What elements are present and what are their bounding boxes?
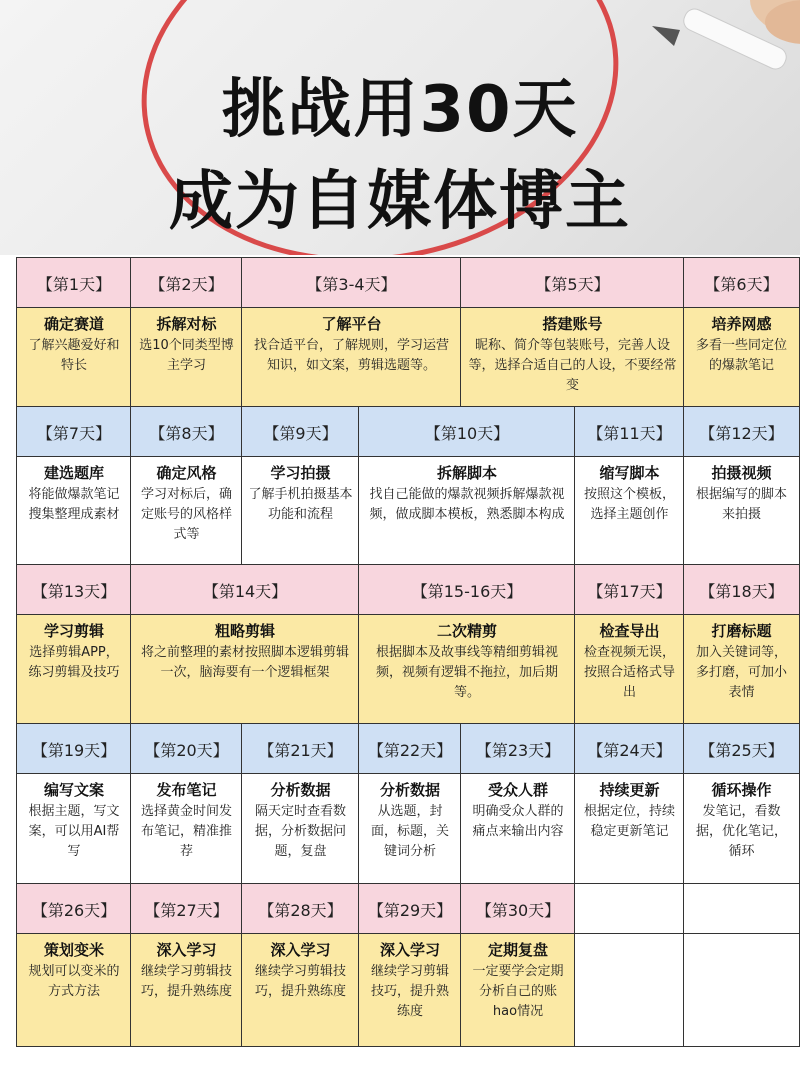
empty-cell: [683, 933, 800, 1047]
title-line-2: 成为自媒体博主: [169, 165, 631, 239]
task-cell: [130, 456, 243, 566]
task-title: 培养网感: [711, 315, 772, 333]
task-title: 分析数据: [379, 781, 440, 799]
task-title: 编写文案: [43, 781, 104, 799]
task-cell: [16, 614, 132, 725]
day-label: 【第12天】: [683, 406, 800, 458]
task-title: 发布笔记: [156, 781, 217, 799]
task-cell: [574, 456, 685, 566]
task-desc: 发笔记，看数据，优化笔记，循环: [695, 804, 787, 859]
day-label: 【第18天】: [683, 564, 800, 616]
task-cell: [16, 307, 132, 408]
task-cell: [358, 614, 576, 725]
task-cell: [683, 456, 800, 566]
header-banner: [0, 0, 800, 255]
task-desc: 检查视频无误，按照合适格式导出: [583, 645, 675, 700]
day-label: 【第23天】: [460, 723, 576, 775]
task-title: 持续更新: [599, 781, 660, 799]
day-label: 【第20天】: [130, 723, 243, 775]
task-title: 拆解脚本: [436, 464, 497, 482]
empty-cell: [683, 883, 800, 935]
task-title: 建选题库: [43, 464, 104, 482]
task-title: 受众人群: [487, 781, 548, 799]
task-cell: [358, 933, 462, 1047]
day-label: 【第27天】: [130, 883, 243, 935]
day-label: 【第11天】: [574, 406, 685, 458]
task-cell: [683, 614, 800, 725]
task-title: 深入学习: [379, 941, 440, 959]
task-title: 了解平台: [321, 315, 382, 333]
task-desc: 选择剪辑APP，练习剪辑及技巧: [28, 645, 120, 680]
task-desc: 继续学习剪辑技巧，提升熟练度: [140, 964, 232, 999]
task-cell: [574, 773, 685, 885]
day-label: 【第10天】: [358, 406, 576, 458]
task-title: 深入学习: [156, 941, 217, 959]
day-label: 【第30天】: [460, 883, 576, 935]
task-desc: 根据脚本及故事线等精细剪辑视频，视频有逻辑不拖拉，加后期等。: [375, 645, 558, 700]
task-desc: 了解手机拍摄基本功能和流程: [248, 487, 353, 522]
task-desc: 找自己能做的爆款视频拆解爆款视频，做成脚本模板，熟悉脚本构成: [369, 487, 565, 522]
day-label: 【第19天】: [16, 723, 132, 775]
day-label: 【第7天】: [16, 406, 132, 458]
task-desc: 继续学习剪辑技巧，提升熟练度: [254, 964, 346, 999]
empty-cell: [574, 933, 685, 1047]
day-label: 【第2天】: [130, 257, 243, 309]
day-label: 【第5天】: [460, 257, 685, 309]
day-label: 【第1天】: [16, 257, 132, 309]
day-label: 【第26天】: [16, 883, 132, 935]
task-cell: [16, 933, 132, 1047]
task-desc: 隔天定时查看数据，分析数据问题，复盘: [254, 804, 346, 859]
task-cell: [574, 614, 685, 725]
task-title: 深入学习: [270, 941, 331, 959]
task-desc: 昵称、简介等包装账号，完善人设等，选择合适自己的人设，不要经常变: [468, 338, 677, 393]
task-cell: [130, 933, 243, 1047]
day-label: 【第24天】: [574, 723, 685, 775]
task-title: 粗略剪辑: [214, 622, 275, 640]
task-cell: [16, 456, 132, 566]
task-title: 搭建账号: [542, 315, 603, 333]
task-cell: [460, 307, 685, 408]
task-desc: 多看一些同定位的爆款笔记: [695, 338, 787, 373]
task-cell: [16, 773, 132, 885]
day-label: 【第22天】: [358, 723, 462, 775]
task-title: 打磨标题: [711, 622, 772, 640]
day-label: 【第25天】: [683, 723, 800, 775]
task-title: 拍摄视频: [711, 464, 772, 482]
task-cell: [130, 307, 243, 408]
task-desc: 学习对标后，确定账号的风格样式等: [140, 487, 232, 542]
task-desc: 继续学习剪辑技巧，提升熟练度: [370, 964, 449, 1019]
task-desc: 从选题，封面，标题，关键词分析: [370, 804, 449, 859]
day-label: 【第6天】: [683, 257, 800, 309]
task-cell: [460, 933, 576, 1047]
task-desc: 按照这个模板，选择主题创作: [583, 487, 675, 522]
task-desc: 一定要学会定期分析自己的账hao情况: [472, 964, 564, 1019]
task-cell: [241, 773, 360, 885]
task-cell: [130, 614, 360, 725]
task-desc: 根据定位，持续稳定更新笔记: [583, 804, 675, 839]
day-label: 【第28天】: [241, 883, 360, 935]
task-title: 拆解对标: [156, 315, 217, 333]
task-desc: 了解兴趣爱好和特长: [28, 338, 120, 373]
plan-grid: [16, 257, 800, 1069]
day-label: 【第8天】: [130, 406, 243, 458]
task-desc: 根据编写的脚本来拍摄: [695, 487, 787, 522]
task-cell: [241, 307, 462, 408]
task-cell: [241, 933, 360, 1047]
task-title: 学习剪辑: [43, 622, 104, 640]
day-label: 【第14天】: [130, 564, 360, 616]
day-label: 【第9天】: [241, 406, 360, 458]
day-label: 【第15-16天】: [358, 564, 576, 616]
day-label: 【第29天】: [358, 883, 462, 935]
task-desc: 将能做爆款笔记搜集整理成素材: [28, 487, 120, 522]
task-title: 检查导出: [599, 622, 660, 640]
task-desc: 加入关键词等，多打磨，可加小表情: [695, 645, 787, 700]
day-label: 【第21天】: [241, 723, 360, 775]
task-desc: 规划可以变米的方式方法: [28, 964, 120, 999]
empty-cell: [574, 883, 685, 935]
day-label: 【第13天】: [16, 564, 132, 616]
task-desc: 根据主题，写文案，可以用AI帮写: [28, 804, 120, 859]
task-desc: 将之前整理的素材按照脚本逻辑剪辑一次，脑海要有一个逻辑框架: [140, 645, 349, 680]
task-cell: [130, 773, 243, 885]
task-cell: [683, 773, 800, 885]
task-title: 循环操作: [711, 781, 772, 799]
task-desc: 找合适平台，了解规则，学习运营知识，如文案，剪辑选题等。: [253, 338, 449, 373]
task-desc: 明确受众人群的痛点来输出内容: [472, 804, 564, 839]
task-cell: [358, 456, 576, 566]
task-title: 确定风格: [156, 464, 217, 482]
task-title: 定期复盘: [487, 941, 548, 959]
task-cell: [683, 307, 800, 408]
day-label: 【第3-4天】: [241, 257, 462, 309]
task-title: 确定赛道: [43, 315, 104, 333]
task-cell: [460, 773, 576, 885]
day-label: 【第17天】: [574, 564, 685, 616]
title-line-1: 挑战用30天: [221, 73, 579, 147]
task-desc: 选10个同类型博主学习: [139, 338, 234, 373]
task-title: 缩写脚本: [599, 464, 660, 482]
task-title: 学习拍摄: [270, 464, 331, 482]
task-cell: [358, 773, 462, 885]
task-title: 策划变米: [43, 941, 104, 959]
task-desc: 选择黄金时间发布笔记，精准推荐: [140, 804, 232, 859]
task-title: 分析数据: [270, 781, 331, 799]
task-cell: [241, 456, 360, 566]
task-title: 二次精剪: [436, 622, 497, 640]
